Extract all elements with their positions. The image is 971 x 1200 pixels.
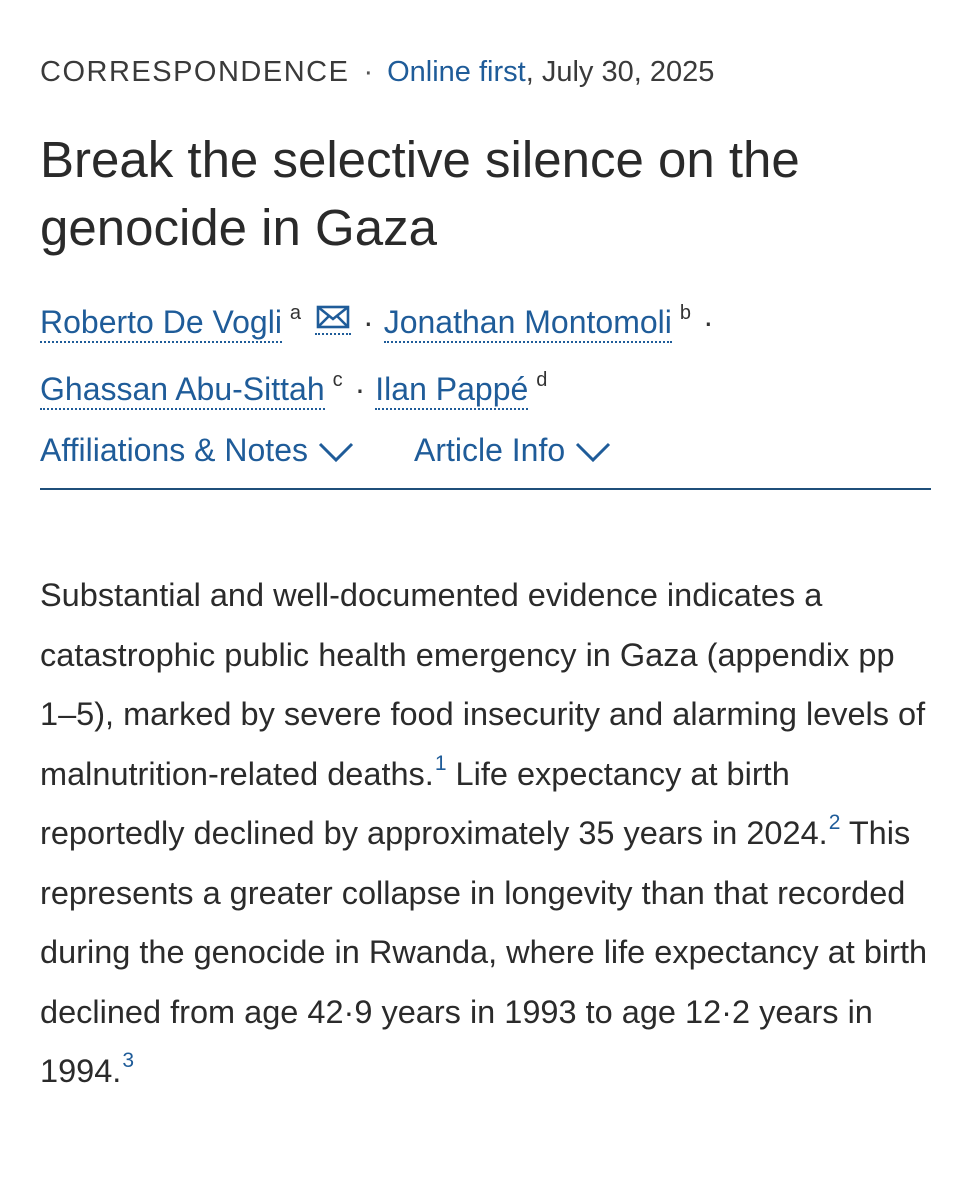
author-separator: ·: [703, 304, 714, 340]
affiliation-marker[interactable]: a: [289, 302, 302, 324]
reference-link[interactable]: 3: [122, 1049, 135, 1072]
reference-link[interactable]: 1: [434, 751, 447, 775]
reference-link[interactable]: 2: [828, 811, 841, 834]
header-divider: [40, 488, 931, 490]
affiliations-toggle[interactable]: [40, 428, 354, 474]
chevron-down-icon: [575, 430, 611, 474]
affiliation-marker[interactable]: d: [536, 369, 548, 391]
body-text-segment: Substantial and well-documented evidence indicates a catastrophic public health emergency in Gaza (appendix pp 1–5), marked by severe food insecurity and alarming levels of malnutrition-related deaths.: [40, 577, 926, 792]
article-title: Break the selective silence on the genocide in Gaza: [40, 131, 800, 256]
author-link[interactable]: Jonathan Montomoli: [384, 304, 672, 343]
author-list: [40, 284, 931, 418]
article-body: [40, 566, 931, 1102]
chevron-down-icon: [318, 430, 354, 474]
body-text-segment: This represents a greater collapse in longevity than that recorded during the genocide in Rwanda, where life expectancy at birth declined from age 42·9 years in 1993 to age 12·2 years in 1994.: [40, 815, 928, 1089]
article-meta: [40, 52, 714, 92]
online-first-link[interactable]: Online first: [387, 56, 526, 88]
publication-date: , July 30, 2025: [525, 56, 715, 88]
affiliation-marker[interactable]: b: [679, 302, 691, 324]
body-text-segment: Life expectancy at birth reportedly declined by approximately 35 years in 2024.: [40, 755, 828, 851]
article-info-label: Article Info: [413, 432, 566, 468]
author-link[interactable]: Roberto De Vogli: [40, 304, 282, 343]
article-toggles: [40, 428, 611, 474]
meta-separator: ·: [363, 56, 374, 88]
author-separator: ·: [363, 304, 374, 340]
article-type: CORRESPONDENCE: [40, 56, 350, 88]
author-separator: ·: [354, 371, 366, 407]
author-link[interactable]: Ilan Pappé: [375, 371, 528, 410]
article-info-toggle[interactable]: [414, 428, 611, 474]
mail-icon[interactable]: [315, 303, 351, 335]
affiliation-marker[interactable]: c: [332, 369, 343, 391]
affiliations-label: Affiliations & Notes: [40, 432, 308, 468]
author-link[interactable]: Ghassan Abu-Sittah: [40, 371, 325, 410]
